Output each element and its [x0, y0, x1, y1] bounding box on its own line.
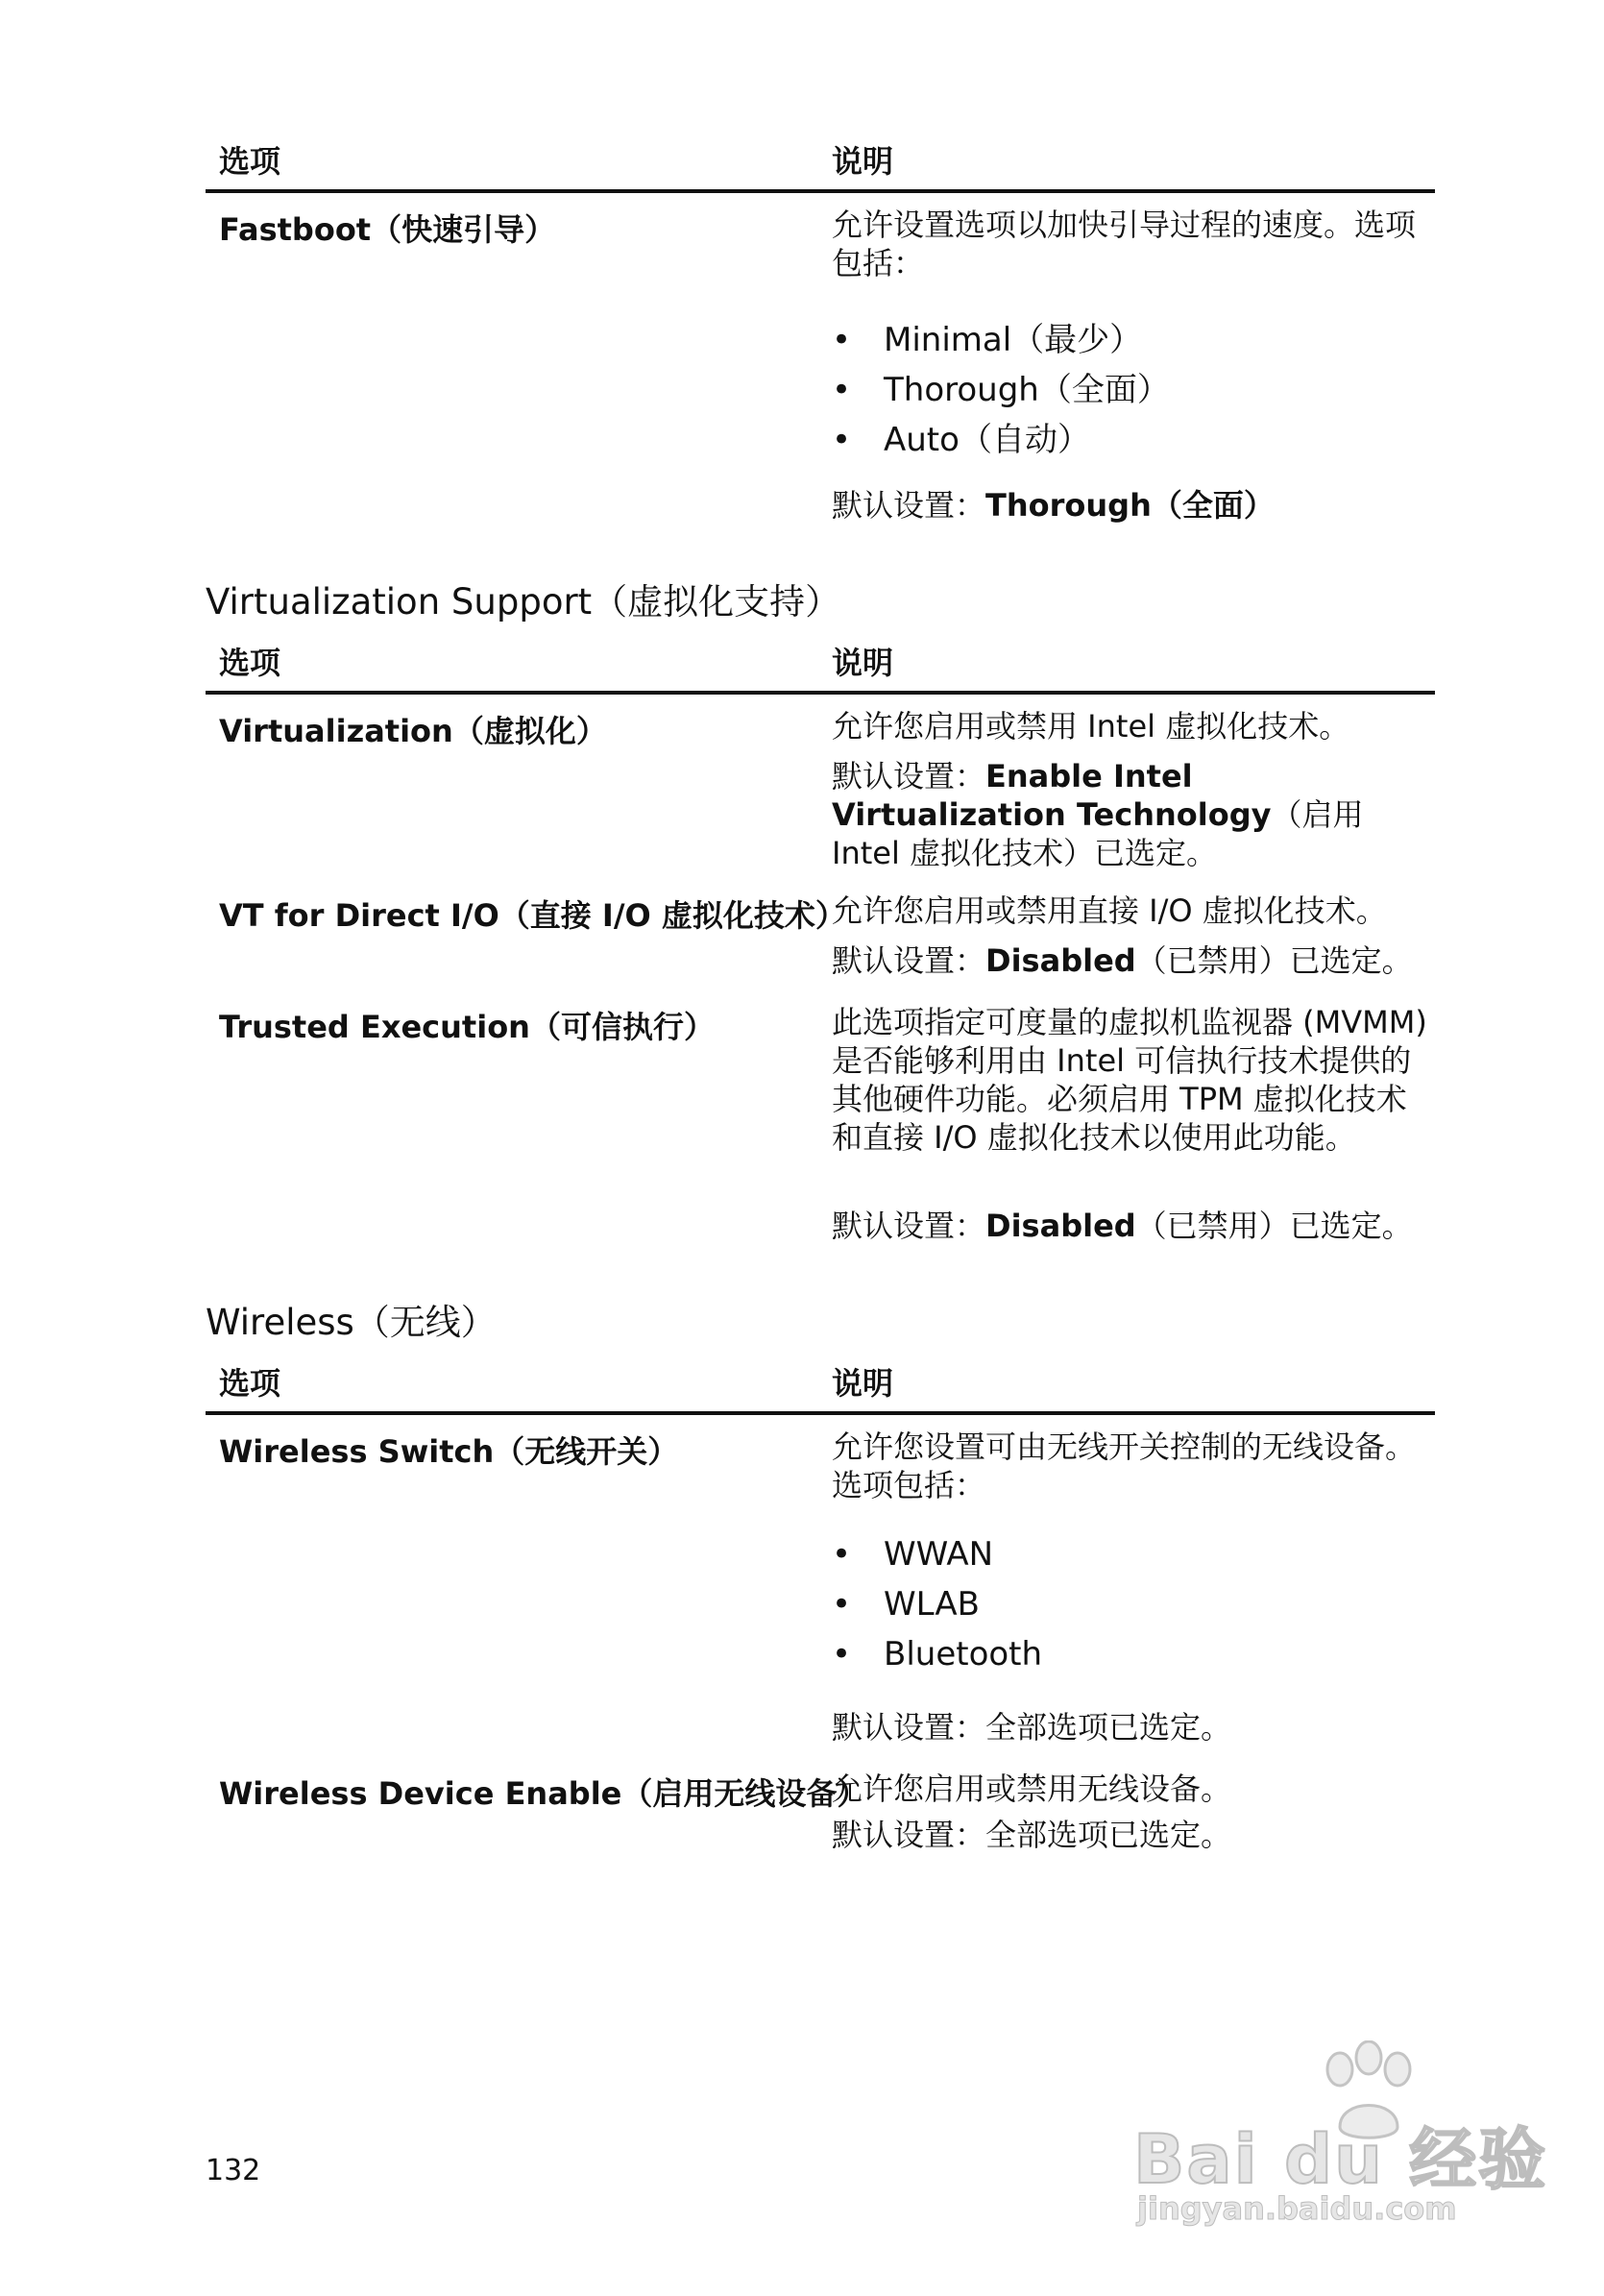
table-header-fastboot — [206, 135, 1435, 193]
list-item: • Thorough（全面） — [832, 371, 1170, 409]
description-trusted-execution: 此选项指定可度量的虚拟机监视器 (MVMM) 是否能够利用由 Intel 可信执行技术提供的其他硬件功能。必须启用 TPM 虚拟化技术和直接 I/O 虚拟化技术以使用此功能。 — [832, 1004, 1427, 1156]
description-wireless-device-enable: 允许您启用或禁用无线设备。 — [832, 1771, 1232, 1807]
header-option: 选项 — [219, 645, 281, 681]
option-trusted-execution: Trusted Execution（可信执行） — [219, 1009, 715, 1045]
section-title-virtualization: Virtualization Support（虚拟化支持） — [206, 581, 841, 623]
list-item: • Auto（自动） — [832, 421, 1090, 459]
bullet-icon: • — [832, 321, 852, 359]
option-virtualization: Virtualization（虚拟化） — [219, 713, 607, 749]
option-wireless-switch: Wireless Switch（无线开关） — [219, 1433, 679, 1470]
bullet-icon: • — [832, 421, 852, 459]
baidu-watermark — [1133, 2037, 1548, 2229]
bullet-icon: • — [832, 1635, 852, 1673]
description-fastboot: 允许设置选项以加快引导过程的速度。选项包括： — [832, 207, 1417, 281]
description-virtualization: 允许您启用或禁用 Intel 虚拟化技术。 — [832, 708, 1350, 745]
default-wireless-device-enable: 默认设置：全部选项已选定。 — [832, 1817, 1232, 1853]
header-description: 说明 — [832, 143, 894, 180]
header-option: 选项 — [219, 143, 281, 180]
list-item: • Minimal（最少） — [832, 321, 1143, 359]
header-description: 说明 — [832, 1365, 894, 1402]
section-title-wireless: Wireless（无线） — [206, 1302, 497, 1343]
table-header-wireless — [206, 1357, 1435, 1415]
option-vt-direct-io: VT for Direct I/O（直接 I/O 虚拟化技术） — [219, 897, 846, 934]
list-item: • WWAN — [832, 1535, 994, 1574]
bullet-icon: • — [832, 1535, 852, 1574]
default-fastboot: 默认设置：Thorough（全面） — [832, 487, 1275, 524]
list-item: • WLAB — [832, 1585, 980, 1624]
option-fastboot: Fastboot（快速引导） — [219, 211, 556, 248]
default-virtualization: 默认设置：Enable Intel Virtualization Technology（启用 Intel 虚拟化技术）已选定。 — [832, 758, 1364, 871]
default-vt-direct-io: 默认设置：Disabled（已禁用）已选定。 — [832, 942, 1413, 979]
option-wireless-device-enable: Wireless Device Enable（启用无线设备） — [219, 1775, 868, 1812]
watermark-url: jingyan.baidu.com — [1137, 2190, 1457, 2227]
bullet-icon: • — [832, 1585, 852, 1624]
table-header-virtualization — [206, 637, 1435, 695]
list-item: • Bluetooth — [832, 1635, 1043, 1673]
bullet-icon: • — [832, 371, 852, 409]
header-option: 选项 — [219, 1365, 281, 1402]
page-number: 132 — [206, 2154, 261, 2187]
watermark-brand: Bai du 经验 — [1133, 2120, 1548, 2199]
default-wireless-switch: 默认设置：全部选项已选定。 — [832, 1709, 1232, 1746]
default-trusted-execution: 默认设置：Disabled（已禁用）已选定。 — [832, 1208, 1413, 1244]
description-wireless-switch: 允许您设置可由无线开关控制的无线设备。选项包括： — [832, 1429, 1417, 1503]
header-description: 说明 — [832, 645, 894, 681]
description-vt-direct-io: 允许您启用或禁用直接 I/O 虚拟化技术。 — [832, 892, 1387, 929]
